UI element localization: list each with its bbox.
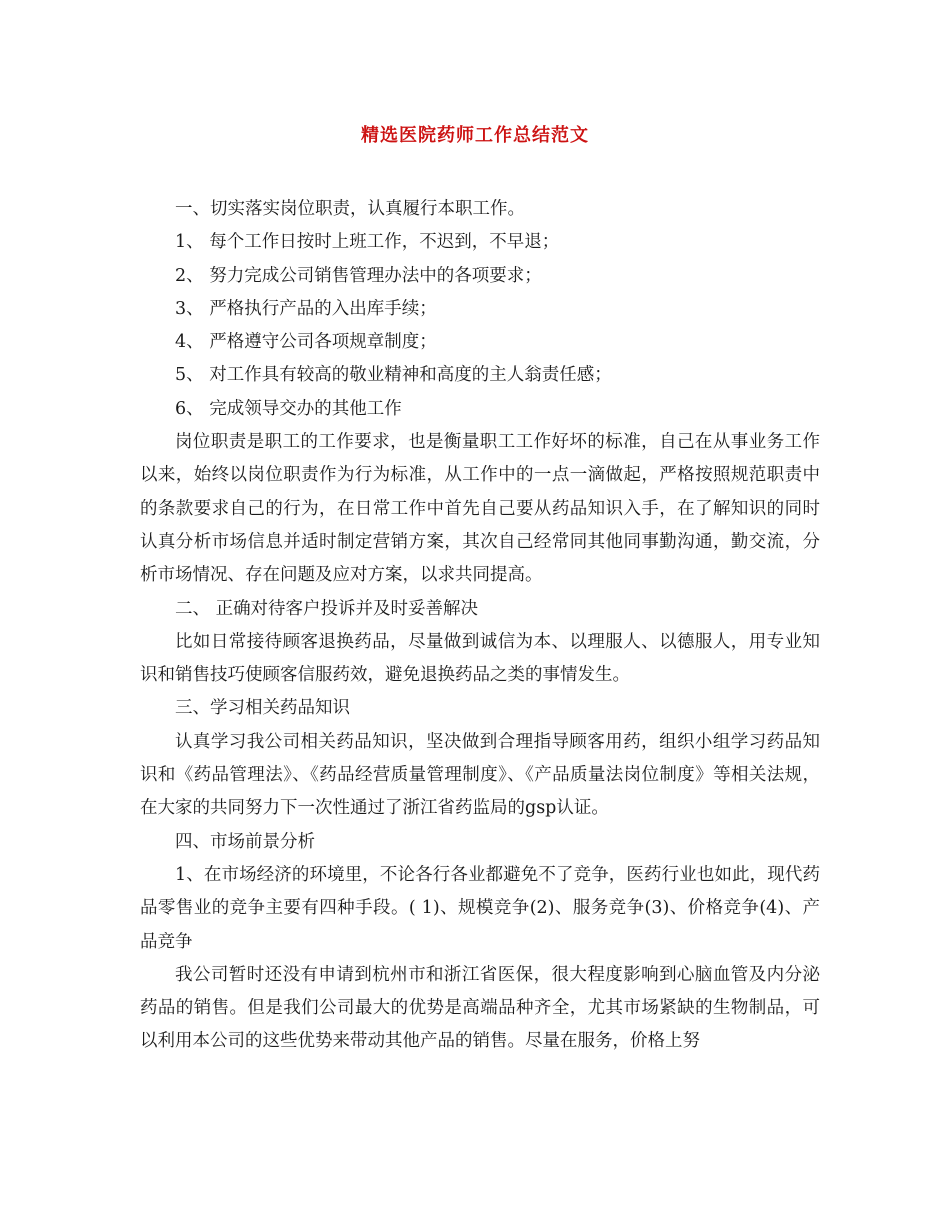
section-heading: 四、市场前景分析 (175, 831, 315, 852)
list-item: 4、 严格遵守公司各项规章制度； (175, 332, 437, 353)
list-item: 1、 每个工作日按时上班工作，不迟到，不早退； (175, 232, 560, 253)
list-item: 3、 严格执行产品的入出库手续； (175, 298, 437, 319)
body-paragraph: 比如日常接待顾客退换药品，尽量做到诚信为本、以理服人、以德服人，用专业知识和销售技巧使顾客信服药效，避免退换药品之类的事情发生。 (140, 631, 820, 686)
document-title: 精选医院药师工作总结范文 (361, 125, 589, 146)
list-item: 5、 对工作具有较高的敬业精神和高度的主人翁责任感； (175, 365, 612, 386)
body-paragraph: 1、在市场经济的环境里，不论各行各业都避免不了竞争，医药行业也如此，现代药品零售业的竞争主要有四种手段。( 1)、规模竞争(2)、服务竞争(3)、价格竞争(4)、产品竞争 (140, 864, 820, 952)
list-item: 2、 努力完成公司销售管理办法中的各项要求； (175, 265, 542, 286)
section-heading: 二、 正确对待客户投诉并及时妥善解决 (175, 598, 479, 619)
body-paragraph: 认真学习我公司相关药品知识，坚决做到合理指导顾客用药，组织小组学习药品知识和《药品管理法》、《药品经营质量管理制度》、《产品质量法岗位制度》等相关法规，在大家的共同努力下一次性通过了浙江省药监局的gsp认证。 (140, 731, 820, 819)
list-item: 6、 完成领导交办的其他工作 (175, 398, 402, 419)
section-heading: 一、切实落实岗位职责，认真履行本职工作。 (175, 199, 525, 219)
body-paragraph: 我公司暂时还没有申请到杭州市和浙江省医保，很大程度影响到心脑血管及内分泌药品的销售。但是我们公司最大的优势是高端品种齐全，尤其市场紧缺的生物制品，可以利用本公司的这些优势来带动其他产品的销售。尽量在服务，价格上努 (140, 964, 820, 1052)
body-paragraph: 岗位职责是职工的工作要求，也是衡量职工工作好坏的标准，自己在从事业务工作以来，始终以岗位职责作为行为标准，从工作中的一点一滴做起，严格按照规范职责中的条款要求自己的行为，在日常工作中首先自己要从药品知识入手，在了解知识的同时认真分析市场信息并适时制定营销方案，其次自己经常同其他同事勤沟通，勤交流，分析市场情况、存在问题及应对方案，以求共同提高。 (140, 432, 820, 586)
document-body (140, 193, 820, 1059)
section-heading: 三、学习相关药品知识 (175, 698, 350, 719)
